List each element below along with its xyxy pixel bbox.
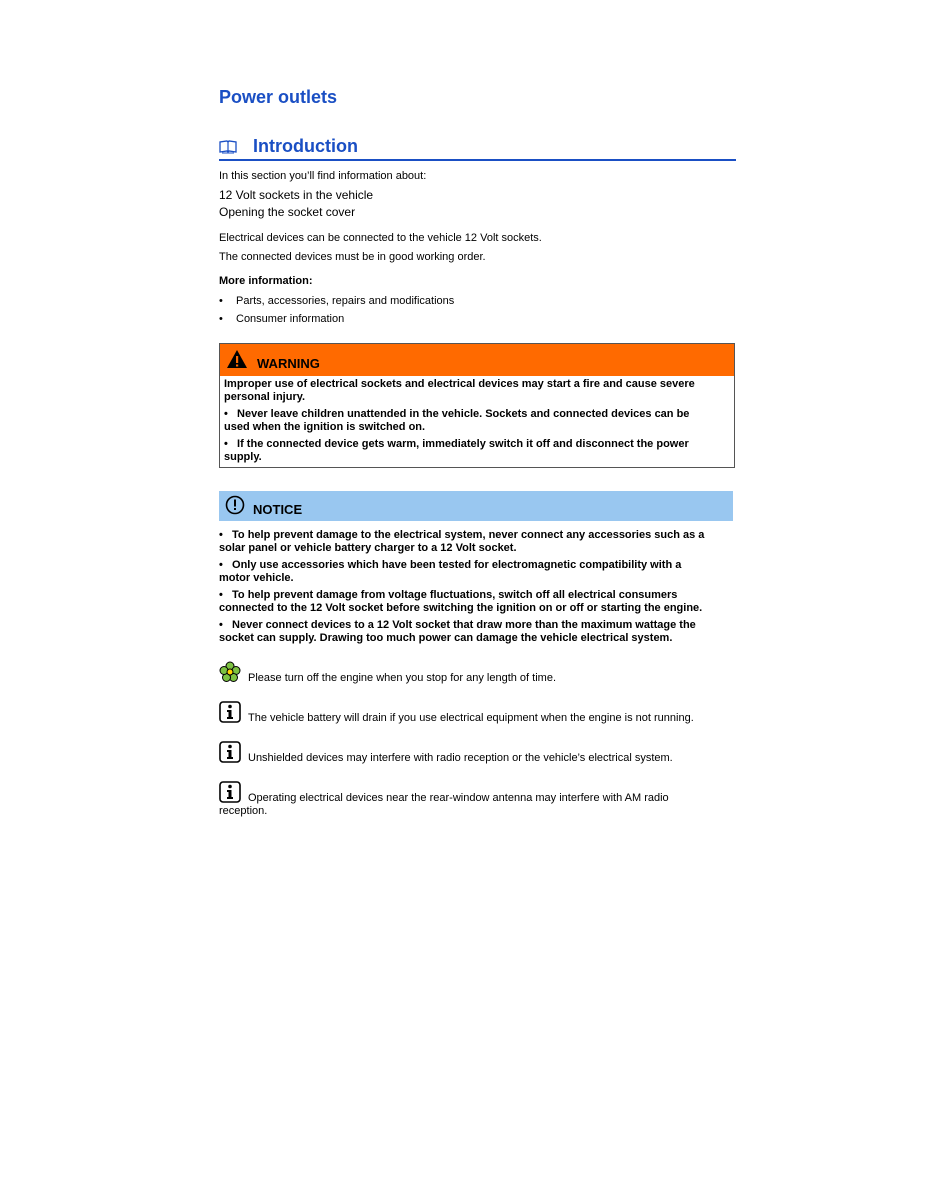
notice-item-line: To help prevent damage to the electrical system, never connect any accessories such as a (232, 529, 705, 541)
page-title: Power outlets (219, 87, 338, 107)
notice-item-line: connected to the 12 Volt socket before switching the ignition on or off or starting the engine. (219, 602, 703, 614)
notice-item (219, 529, 731, 555)
environment-note (219, 672, 733, 685)
info-icon (219, 781, 241, 803)
notice-item-line: To help prevent damage from voltage fluctuations, switch off all electrical consumers (232, 589, 678, 601)
intro-topic: 12 Volt sockets in the vehicle (219, 188, 374, 202)
bullet: • (219, 619, 233, 631)
exclamation-circle-icon (225, 495, 245, 515)
body-paragraph: Electrical devices can be connected to the vehicle 12 Volt sockets. (219, 232, 542, 244)
section-heading (219, 136, 736, 161)
note-text: Unshielded devices may interfere with radio reception or the vehicle’s electrical system. (248, 752, 673, 764)
more-info-link[interactable] (219, 295, 454, 308)
warning-header (220, 344, 734, 376)
notice-item (219, 589, 731, 615)
warning-item-line: If the connected device gets warm, immediately switch it off and disconnect the power (237, 438, 689, 450)
more-info-link[interactable] (219, 313, 344, 326)
info-note (219, 712, 733, 725)
notice-item-line: Never connect devices to a 12 Volt socket that draw more than the maximum wattage the (232, 619, 696, 631)
bullet: • (219, 295, 223, 307)
warning-item (224, 438, 724, 464)
warning-box (219, 343, 735, 468)
warning-label: WARNING (257, 356, 320, 371)
warning-item-line: Never leave children unattended in the vehicle. Sockets and connected devices can be (237, 408, 690, 420)
warning-lead (224, 378, 724, 404)
body-paragraph: The connected devices must be in good working order. (219, 251, 486, 263)
note-text: Please turn off the engine when you stop for any length of time. (248, 672, 556, 684)
info-icon (219, 701, 241, 723)
note-text: Operating electrical devices near the rear-window antenna may interfere with AM radio (248, 792, 669, 804)
notice-header (219, 491, 733, 521)
warning-item (224, 408, 724, 434)
intro-topic: Opening the socket cover (219, 205, 356, 219)
more-info-link-label: Parts, accessories, repairs and modifications (236, 295, 455, 307)
bullet: • (219, 559, 233, 571)
warning-triangle-icon (226, 349, 248, 369)
notice-item (219, 559, 731, 585)
environment-flower-icon (219, 661, 241, 683)
notice-label: NOTICE (253, 502, 303, 517)
section-title: Introduction (253, 136, 358, 156)
notice-item-line: Only use accessories which have been tested for electromagnetic compatibility with a (232, 559, 682, 571)
more-info-link-label: Consumer information (236, 313, 345, 325)
bullet: • (219, 313, 223, 325)
note-text-continued: reception. (219, 805, 268, 817)
notice-item-line: socket can supply. Drawing too much power can damage the vehicle electrical system. (219, 632, 673, 644)
note-text: The vehicle battery will drain if you use electrical equipment when the engine is not running. (248, 712, 694, 724)
more-info-heading: More information: (219, 275, 313, 287)
warning-lead-line: Improper use of electrical sockets and electrical devices may start a fire and cause severe (224, 378, 695, 390)
bullet: • (224, 438, 238, 450)
notice-item-line: solar panel or vehicle battery charger to a 12 Volt socket. (219, 542, 517, 554)
book-icon (219, 140, 237, 154)
bullet: • (219, 529, 233, 541)
bullet: • (224, 408, 238, 420)
intro-lead: In this section you’ll find information about: (219, 170, 427, 182)
notice-item-line: motor vehicle. (219, 572, 294, 584)
info-note (219, 792, 733, 818)
notice-item (219, 619, 731, 645)
warning-item-line: used when the ignition is switched on. (224, 421, 426, 433)
warning-lead-line: personal injury. (224, 391, 306, 403)
bullet: • (219, 589, 233, 601)
info-note (219, 752, 733, 765)
warning-item-line: supply. (224, 451, 262, 463)
info-icon (219, 741, 241, 763)
